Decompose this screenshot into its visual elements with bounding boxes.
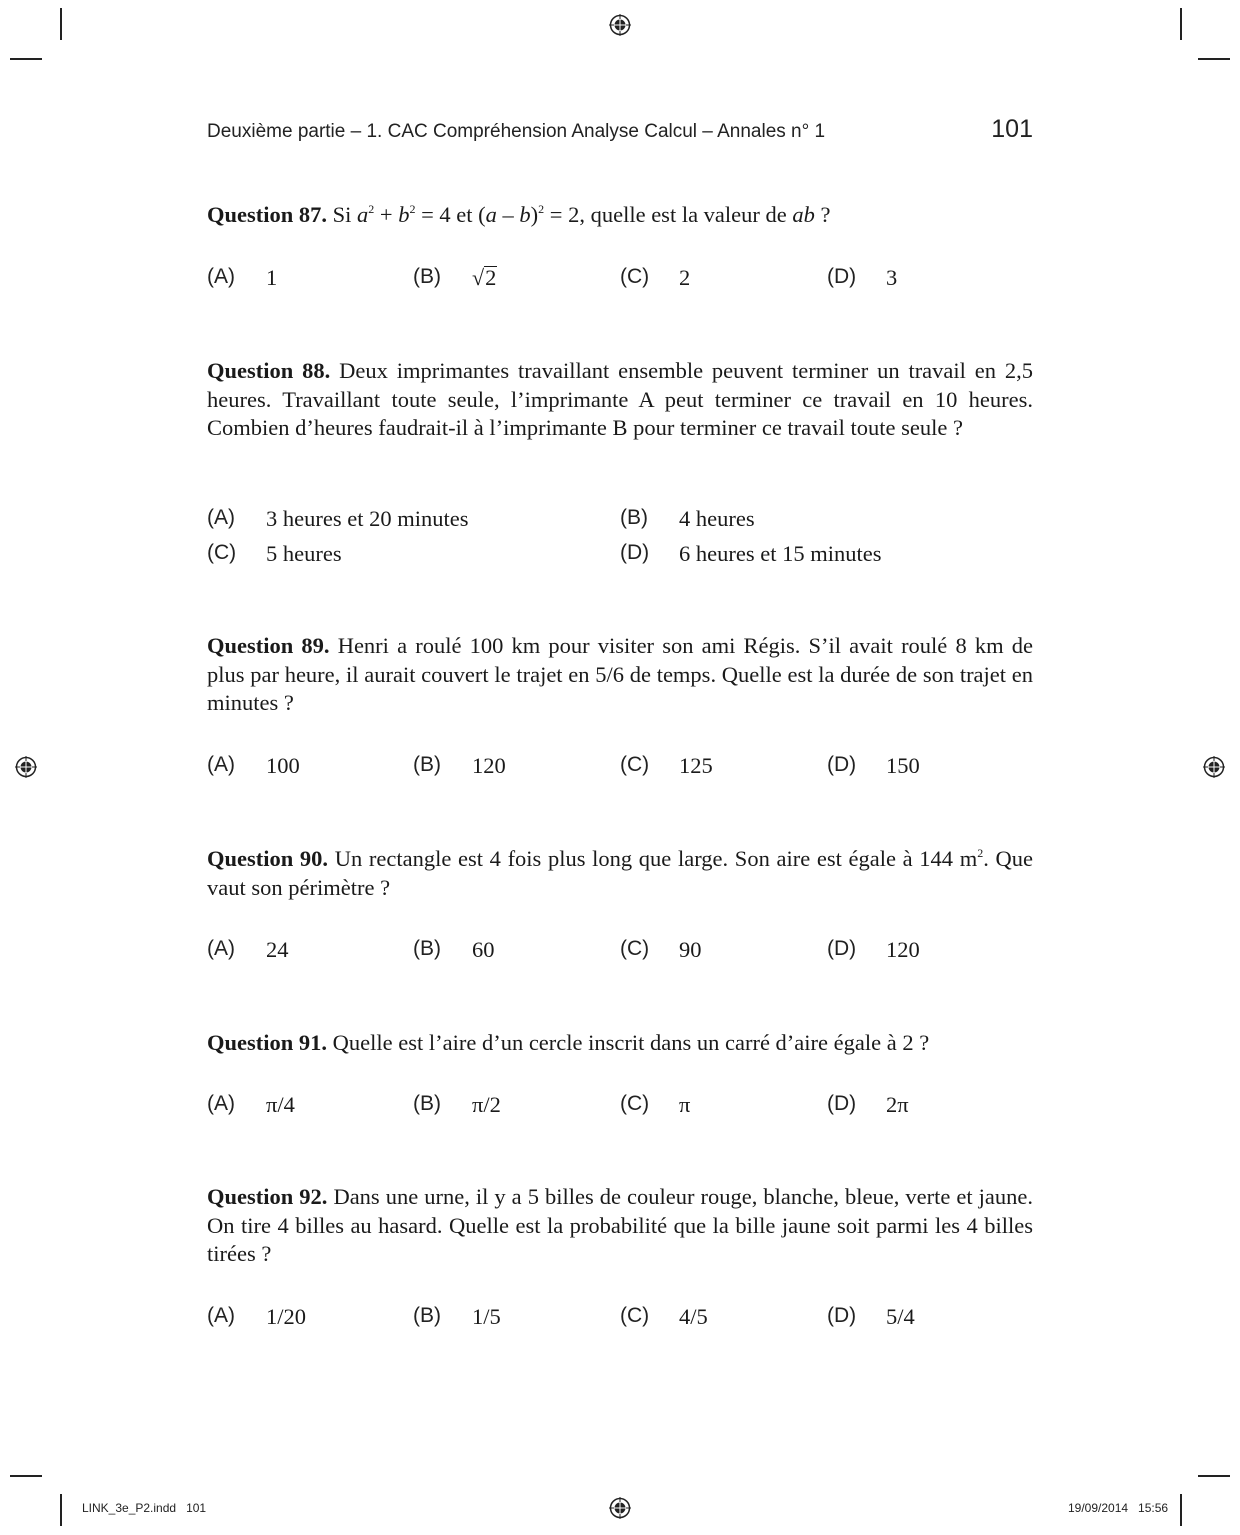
question-label: Question 87. xyxy=(207,202,328,227)
option-letter: (B) xyxy=(413,753,441,776)
question-text: Deux imprimantes travaillant ensemble peuvent terminer un travail en 2,5 heures. Travaillant toute seule, l’imprimante A peut terminer ce travail en 10 heures. Combien d’heures faudrait-il à l’imprimante B pour terminer ce travail toute seule ? xyxy=(207,358,1033,441)
radical-sign: √ xyxy=(472,265,485,290)
option-letter: (D) xyxy=(620,541,650,564)
option-value: 100 xyxy=(266,753,300,778)
exponent: 2 xyxy=(409,202,416,216)
option-letter: (C) xyxy=(620,753,650,776)
question-label: Question 92. xyxy=(207,1184,328,1209)
crop-mark xyxy=(60,8,62,40)
option-value: π/2 xyxy=(472,1092,501,1117)
option-value: 3 heures et 20 minutes xyxy=(266,506,469,531)
option-letter: (C) xyxy=(620,1304,650,1327)
question-text: Quelle est l’aire d’un cercle inscrit dans un carré d’aire égale à 2 ? xyxy=(327,1030,930,1055)
footer-file: LINK_3e_P2.indd 101 xyxy=(82,1501,207,1515)
math-var: a xyxy=(357,202,369,227)
question-text: ) xyxy=(530,202,539,227)
option-letter: (A) xyxy=(207,1092,235,1115)
math-var: b xyxy=(519,202,531,227)
question-label: Question 88. xyxy=(207,358,331,383)
crop-mark xyxy=(1180,8,1182,40)
question-text: Si xyxy=(327,202,358,227)
running-head xyxy=(207,115,1033,148)
registration-mark-icon xyxy=(609,1497,631,1519)
question-89 xyxy=(207,632,1033,718)
option-value: 2 xyxy=(679,265,691,290)
question-text: ? xyxy=(814,202,831,227)
option-value: 60 xyxy=(472,937,495,962)
option-value: 2π xyxy=(886,1092,909,1117)
answer-options xyxy=(207,541,1033,571)
crop-mark xyxy=(1198,1475,1230,1477)
question-label: Question 90. xyxy=(207,846,329,871)
question-text: . Que vaut son périmètre ? xyxy=(207,846,1033,900)
option-letter: (C) xyxy=(620,265,650,288)
math-var: ab xyxy=(792,202,815,227)
option-value xyxy=(472,265,497,291)
answer-options xyxy=(207,506,1033,536)
radicand: 2 xyxy=(485,265,497,290)
option-letter: (D) xyxy=(827,265,857,288)
option-value: 1 xyxy=(266,265,278,290)
crop-mark xyxy=(60,1494,62,1526)
option-letter: (D) xyxy=(827,937,857,960)
exponent: 2 xyxy=(368,202,375,216)
question-text: Henri a roulé 100 km pour visiter son ami Régis. S’il avait roulé 8 km de plus par heure, il aurait couvert le trajet en 5/6 de temps. Quelle est la durée de son trajet en minutes ? xyxy=(207,633,1033,716)
option-value: 6 heures et 15 minutes xyxy=(679,541,882,566)
registration-mark-icon xyxy=(609,14,631,36)
option-value: 150 xyxy=(886,753,920,778)
option-value: 24 xyxy=(266,937,289,962)
option-value: 120 xyxy=(472,753,506,778)
question-text: = 4 et ( xyxy=(415,202,486,227)
option-letter: (C) xyxy=(620,1092,650,1115)
question-text: Dans une urne, il y a 5 billes de couleur rouge, blanche, bleue, verte et jaune. On tire 4 billes au hasard. Quelle est la probabilité que la bille jaune soit parmi les 4 billes tirées ? xyxy=(207,1184,1033,1267)
exponent: 2 xyxy=(977,846,984,860)
option-letter: (A) xyxy=(207,937,235,960)
question-text: – xyxy=(496,202,520,227)
question-label: Question 89. xyxy=(207,633,330,658)
option-value: 120 xyxy=(886,937,920,962)
question-90 xyxy=(207,845,1033,902)
option-value: 5/4 xyxy=(886,1304,915,1329)
option-letter: (B) xyxy=(413,1092,441,1115)
running-title: Deuxième partie – 1. CAC Compréhension Analyse Calcul – Annales n° 1 xyxy=(207,121,826,142)
registration-mark-icon xyxy=(1203,756,1225,778)
option-value: π xyxy=(679,1092,691,1117)
answer-options xyxy=(207,753,1033,783)
option-letter: (C) xyxy=(620,937,650,960)
option-letter: (D) xyxy=(827,753,857,776)
question-91 xyxy=(207,1029,1033,1058)
question-label: Question 91. xyxy=(207,1030,328,1055)
option-value: 5 heures xyxy=(266,541,342,566)
option-value: 90 xyxy=(679,937,702,962)
answer-options xyxy=(207,1304,1033,1334)
crop-mark xyxy=(1198,58,1230,60)
option-letter: (A) xyxy=(207,506,235,529)
option-letter: (B) xyxy=(413,937,441,960)
option-letter: (A) xyxy=(207,753,235,776)
option-letter: (B) xyxy=(413,1304,441,1327)
question-92 xyxy=(207,1183,1033,1269)
crop-mark xyxy=(10,1475,42,1477)
question-87 xyxy=(207,201,1033,230)
option-value: 1/20 xyxy=(266,1304,307,1329)
option-letter: (B) xyxy=(413,265,441,288)
footer-datetime: 19/09/2014 15:56 xyxy=(1068,1501,1169,1515)
option-value: 4/5 xyxy=(679,1304,708,1329)
question-text: Un rectangle est 4 fois plus long que large. Son aire est égale à 144 m xyxy=(328,846,978,871)
registration-mark-icon xyxy=(15,756,37,778)
option-value: 125 xyxy=(679,753,713,778)
option-value: 1/5 xyxy=(472,1304,501,1329)
option-letter: (D) xyxy=(827,1092,857,1115)
question-text: = 2, quelle est la valeur de xyxy=(544,202,793,227)
answer-options xyxy=(207,937,1033,967)
option-letter: (A) xyxy=(207,1304,235,1327)
option-value: π/4 xyxy=(266,1092,295,1117)
answer-options xyxy=(207,265,1033,295)
math-var: a xyxy=(485,202,497,227)
option-value: 3 xyxy=(886,265,898,290)
option-letter: (A) xyxy=(207,265,235,288)
sqrt-icon xyxy=(472,265,497,291)
option-letter: (C) xyxy=(207,541,237,564)
crop-mark xyxy=(10,58,42,60)
option-letter: (B) xyxy=(620,506,648,529)
option-letter: (D) xyxy=(827,1304,857,1327)
question-text: + xyxy=(374,202,399,227)
page-number: 101 xyxy=(991,115,1033,143)
answer-options xyxy=(207,1092,1033,1122)
exponent: 2 xyxy=(538,202,545,216)
question-88 xyxy=(207,357,1033,443)
crop-mark xyxy=(1180,1494,1182,1526)
math-var: b xyxy=(398,202,410,227)
option-value: 4 heures xyxy=(679,506,755,531)
